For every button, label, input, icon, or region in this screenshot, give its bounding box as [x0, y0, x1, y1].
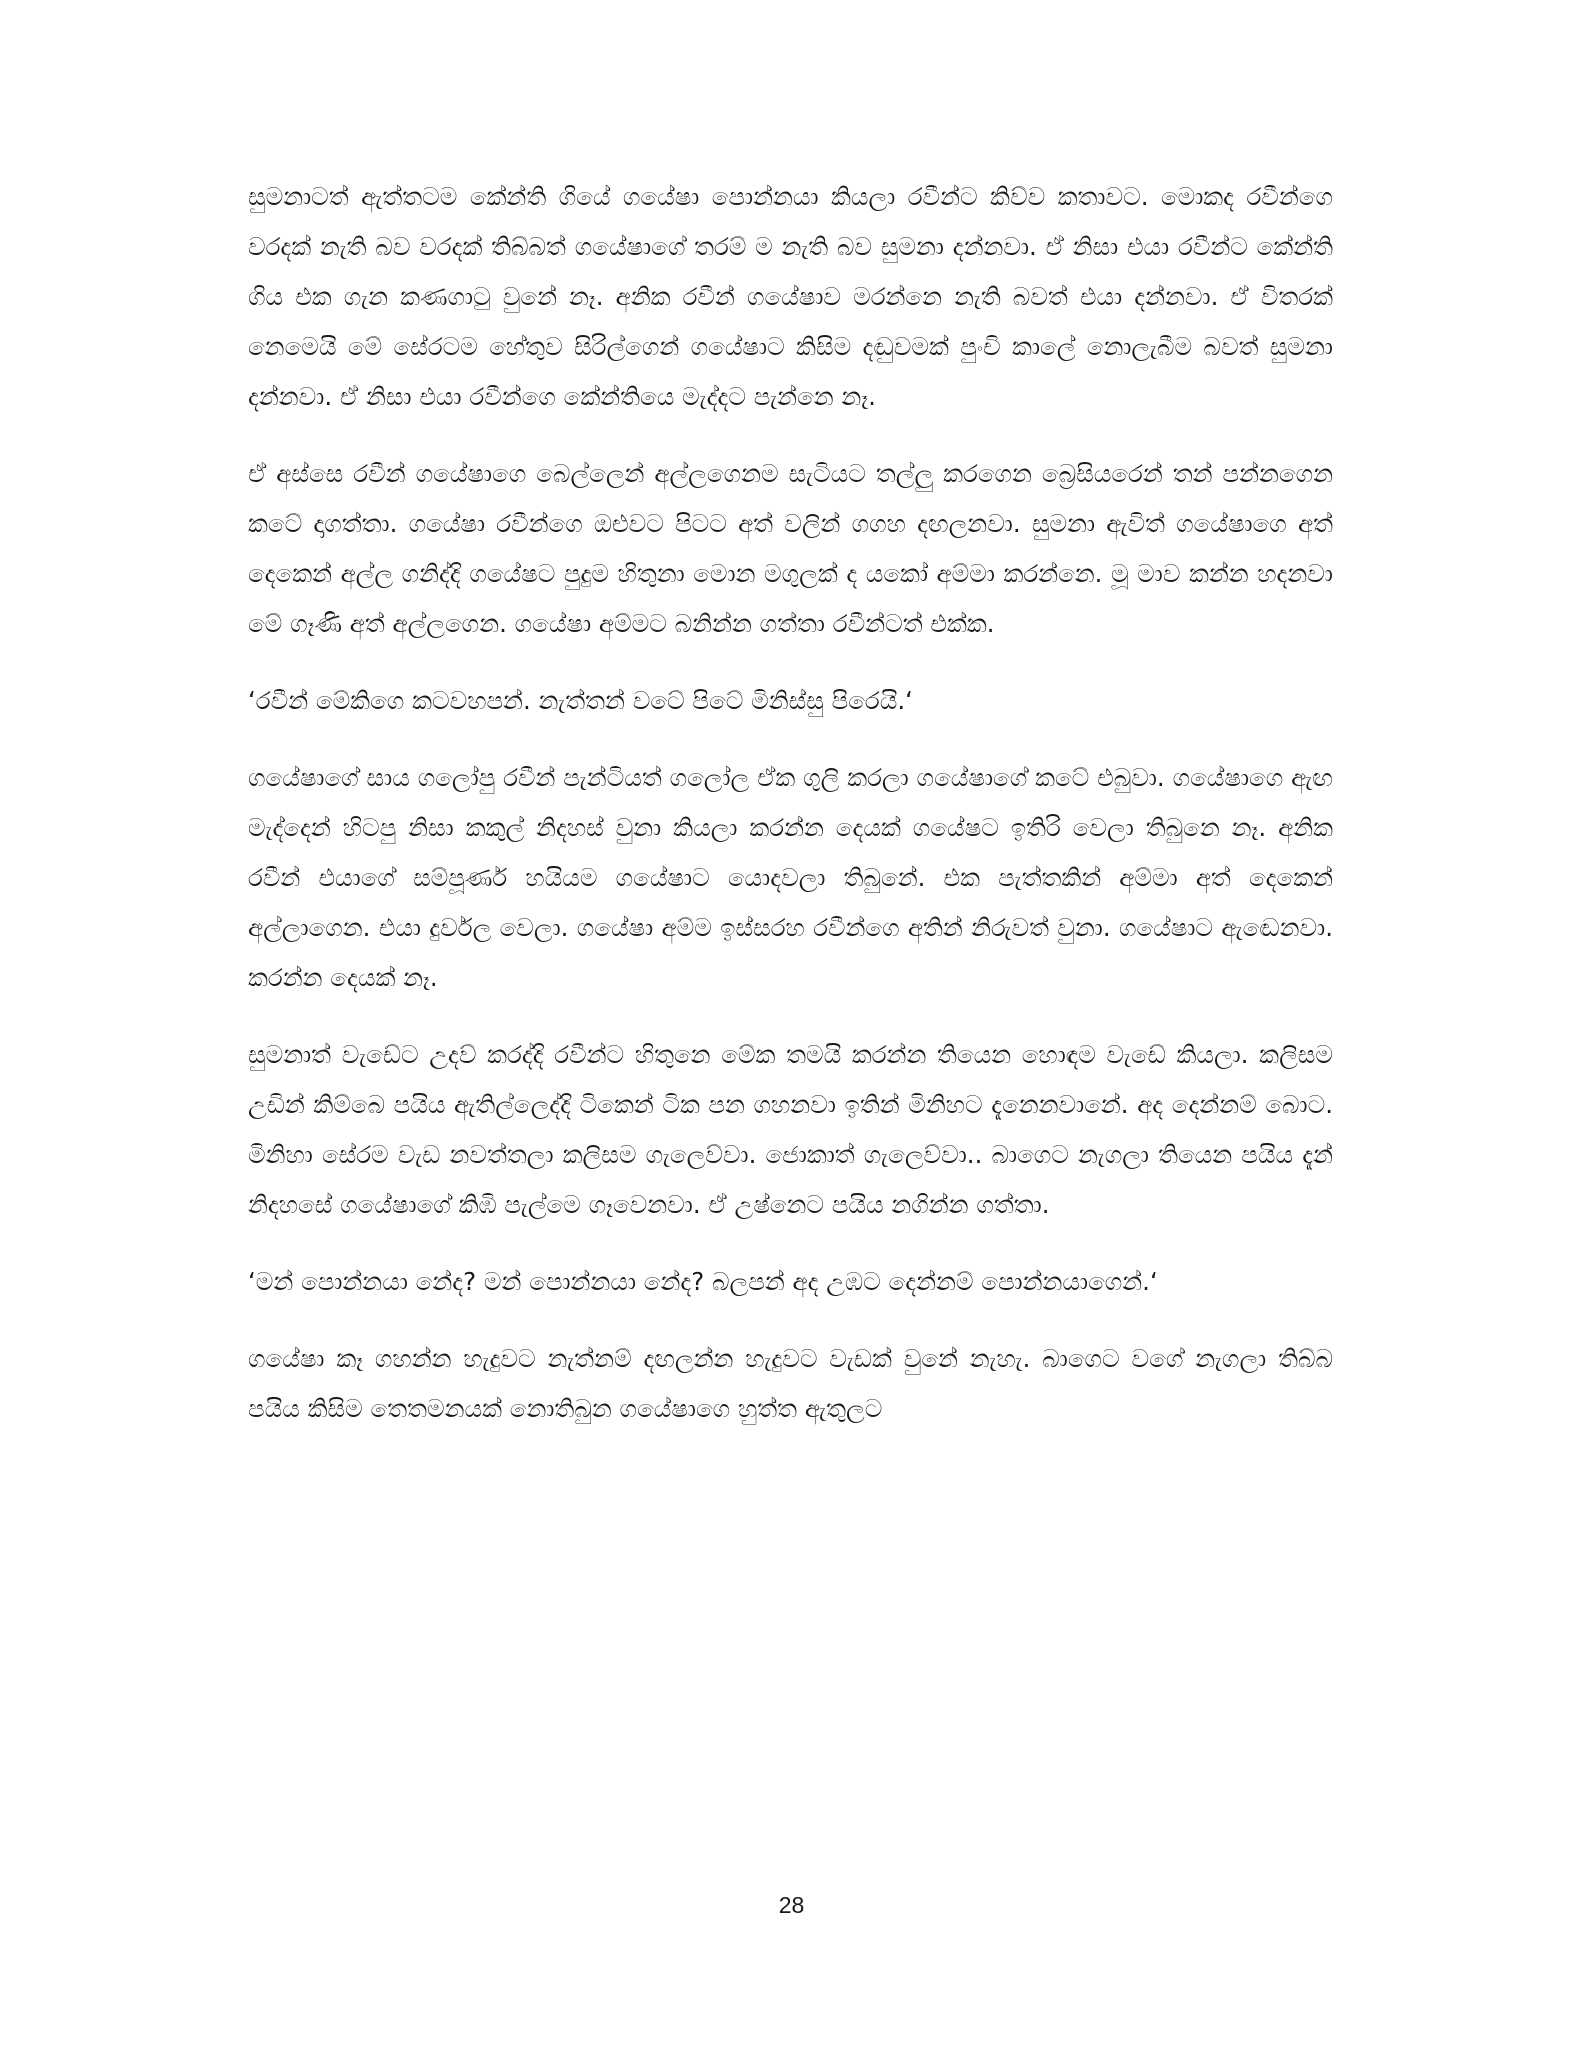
paragraph-4: ගයේෂාගේ සාය ගලෝපු රවීන් පැන්ටියත් ගලෝල ඒක ගුලි කරලා ගයේෂාගේ කටේ එබුවා. ගයේෂාගෙ ඇඟ මැද්දෙන් හිටපු නිසා කකුල් නිදහස් වුනා කියලා කරන්න දෙයක් ගයේෂට ඉතිරි වෙලා තිබුනෙ නෑ. අනික රවීන් එයාගේ සම්පූර්ණ හයියම ගයේෂාට යොදවලා තිබුනේ. එක පැත්තකින් අම්මා අත් දෙකෙන් අල්ලාගෙන. එයා දුර්වල වෙලා. ගයේෂා අම්ම ඉස්සරහ රවීන්ගෙ අතින් නිරුවත් වුනා. ගයේෂාට ඇඬෙනවා. කරන්න දෙයක් නෑ.	[248, 763, 1333, 992]
paragraph-6-dialogue: ‘මන් පොන්නයා නේද? මන් පොන්නයා නේද? බලපන් අද උඹට දෙන්නම් පොන්නයාගෙන්.‘	[248, 1267, 1158, 1296]
paragraph-2: ඒ අස්සෙ රවීන් ගයේෂාගෙ බෙල්ලෙන් අල්ලගෙනම සැටියට තල්ලු කරගෙන බ්‍රෙසියරෙන් තන් පන්නගෙන කටේ දාගත්තා. ගයේෂා රවීන්ගෙ ඔළුවට පිටට අත් වලින් ගගහ දඟලනවා. සුමනා ඇවිත් ගයේෂාගෙ අත් දෙකෙන් අල්ල ගනිද්දි ගයේෂට පුදුම හිතුනා මොන මගුලක් ද යකෝ අම්මා කරන්නෙ. මූ මාව කන්න හදනවා මේ ගෑණි අත් අල්ලගෙන. ගයේෂා අම්මට බනින්න ගත්තා රවීන්ටත් එක්ක.	[248, 459, 1333, 638]
paragraph-1: සුමනාටත් ඇත්තටම කේන්ති ගියේ ගයේෂා පොන්නයා කියලා රවීන්ට කිව්ව කතාවට. මොකද රවීන්ගෙ වරදක් නැති බව වරදක් තිබ්බත් ගයේෂාගේ තරම් ම නැති බව සුමනා දන්නවා. ඒ නිසා එයා රවීන්ට කේන්ති ගිය එක ගැන කණගාටු වුනේ නෑ. අනික රවීන් ගයේෂාව මරන්නෙ නැති බවත් එයා දන්නවා. ඒ විතරක් නෙමෙයි මේ සේරටම හේතුව සිරිල්ගෙන් ගයේෂාට කිසිම දඬුවමක් පුංචි කාලේ නොලැබීම බවත් සුමනා දන්නවා. ඒ නිසා එයා රවීන්ගෙ කේන්තියෙ මැද්දට පැන්නෙ නෑ.	[248, 182, 1333, 411]
paragraph-5: සුමනාත් වැඩේට උදව් කරද්දි රවීන්ට හිතුනෙ මේක තමයි කරන්න තියෙන හොඳම වැඩේ කියලා. කලිසම උඩින් කිම්බෙ පයිය ඇතිල්ලෙද්දි ටිකෙන් ටික පන ගහනවා ඉතින් මිනිහට දැනෙනවානේ. අද දෙන්නම් බොට. මිනිහා සේරම වැඩ නවත්තලා කලිසම ගැලෙව්වා. ජොකාත් ගැලෙව්වා.. බාගෙට නැගලා තියෙන පයිය දැන් නිදහසේ ගයේෂාගේ කිඹි පැල්මෙ ගෑවෙනවා. ඒ උෂ්නෙට පයිය නගින්න ගත්තා.	[248, 1040, 1334, 1219]
paragraph-7: ගයේෂා කෑ ගහන්න හැදුවට නැත්නම් දඟලන්න හැදුවට වැඩක් වුනේ නැහැ. බාගෙට වගේ නැගලා තිබ්බ පයිය කිසිම තෙතමනයක් නොතිබුන ගයේෂාගෙ හුත්ත ඇතුලට	[248, 1344, 1333, 1423]
page-number: 28	[778, 1892, 805, 1918]
paragraph-3-dialogue: ‘රවීන් මේකිගෙ කටවහපන්. නැත්තන් වටේ පිටේ මිනිස්සු පිරෙයි.‘	[248, 686, 913, 715]
body-text	[248, 172, 1333, 1461]
